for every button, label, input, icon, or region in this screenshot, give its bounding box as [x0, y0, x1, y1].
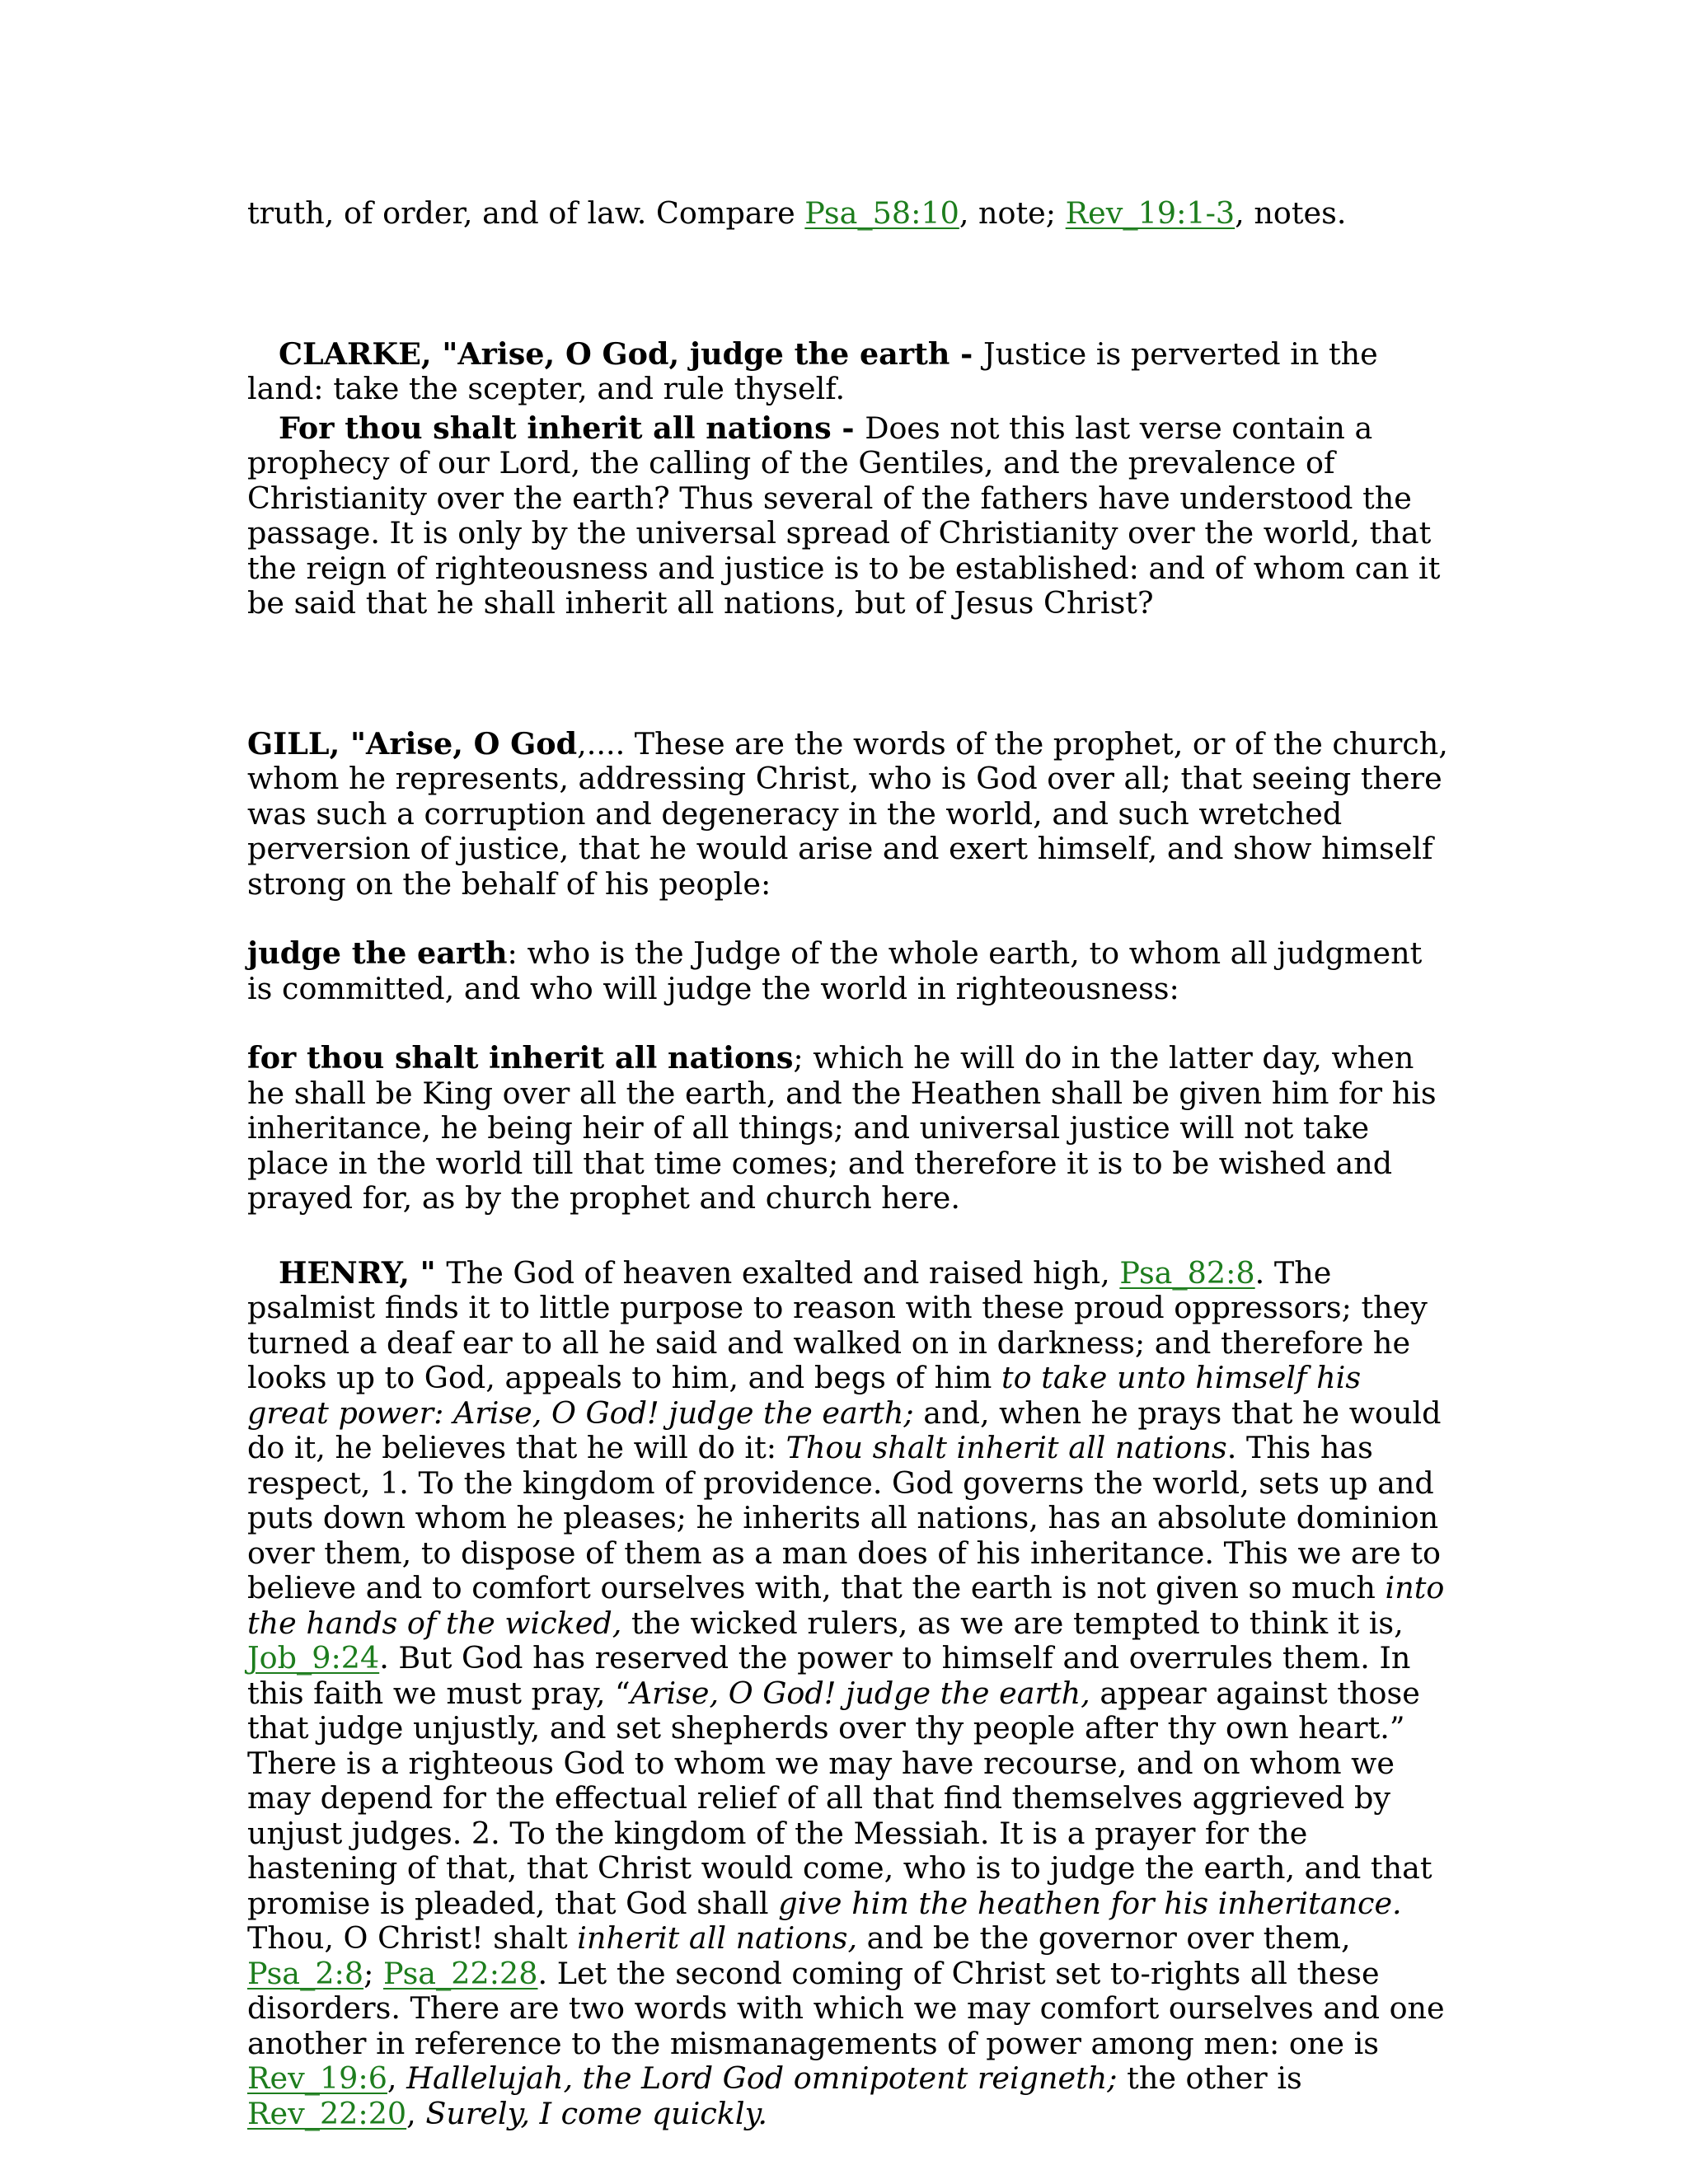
- text-span: and be the governor over them,: [857, 1920, 1351, 1956]
- text-span: . Let the second coming of Christ set to-rights all these disorders. There are two words with which we may comfort ourselves and one another in reference to the mismanagements of power among men: one is: [247, 1955, 1445, 2061]
- gill-commentary-paragraph-2: [247, 936, 1451, 1006]
- text-span: and, when he prays that he would do it, he believes that he will do it:: [247, 1394, 1442, 1465]
- scripture-link[interactable]: Rev_19:1-3: [1065, 195, 1236, 231]
- text-span: the other is: [1117, 2060, 1302, 2096]
- text-span: Justice is perverted in the land: take the scepter, and rule thyself.: [247, 335, 1378, 406]
- italic-span: to take unto himself his great power: Arise, O God! judge the earth;: [247, 1360, 1362, 1431]
- clarke-commentary-paragraph-2: [247, 411, 1451, 621]
- text-span: appear against those that judge unjustly, and set shepherds over thy people after thy own heart.” There is a righteous God to whom we may have recourse, and on whom we may depend for the effectual relief of all that find themselves aggrieved by unjust judges. 2. To the kingdom of the Messiah. It is a prayer for the hastening of that, that Christ would come, who is to judge the earth, and that promise is pleaded, that God shall: [247, 1675, 1432, 1921]
- text-span: . But God has reserved the power to himself and overrules them. In this faith we must pray, “: [247, 1640, 1411, 1711]
- scripture-link[interactable]: Psa_22:28: [382, 1955, 538, 1991]
- text-span: Thou, O Christ! shalt: [247, 1920, 578, 1956]
- gill-subheading: for thou shalt inherit all nations: [247, 1040, 794, 1076]
- scripture-link[interactable]: Psa_82:8: [1119, 1254, 1255, 1291]
- gill-heading: GILL, "Arise, O God: [247, 725, 578, 762]
- italic-span: into the hands of the wicked,: [247, 1570, 1445, 1641]
- scripture-link[interactable]: Rev_22:20: [247, 2095, 407, 2131]
- clarke-heading: CLARKE, "Arise, O God, judge the earth -: [279, 335, 984, 372]
- italic-span: give him the heathen for his inheritance.: [778, 1885, 1402, 1921]
- italic-span: Thou shalt inherit all nations: [785, 1430, 1227, 1465]
- italic-span: Hallelujah, the Lord God omnipotent reigneth;: [406, 2060, 1118, 2096]
- text-span: ; which he will do in the latter day, when he shall be King over all the earth, and the Heathen shall be given him for his inheritance, he being heir of all things; and universal justice will not take place in the world till that time comes; and therefore it is to be wished and prayed for, as by the prophet and church here.: [247, 1040, 1437, 1216]
- clarke-subheading: For thou shalt inherit all nations -: [279, 410, 865, 446]
- scripture-link[interactable]: Rev_19:6: [247, 2060, 387, 2096]
- gill-commentary-paragraph-3: [247, 1041, 1451, 1216]
- italic-span: Surely, I come quickly.: [425, 2095, 767, 2131]
- scripture-link[interactable]: Psa_58:10: [804, 195, 959, 231]
- text-span: : who is the Judge of the whole earth, to whom all judgment is committed, and who will judge the world in righteousness:: [247, 935, 1423, 1006]
- text-span: Does not this last verse contain a prophecy of our Lord, the calling of the Gentiles, and the prevalence of Christianity over the earth? Thus several of the fathers have understood the passage. It is only by the universal spread of Christianity over the world, that the reign of righteousness and justice is to be established: and of whom can it be said that he shall inherit all nations, but of Jesus Christ?: [247, 410, 1441, 621]
- text-span: The God of heaven exalted and raised high,: [446, 1254, 1120, 1291]
- continuation-paragraph: [247, 196, 1451, 232]
- text-span: , note;: [959, 195, 1066, 231]
- gill-commentary-paragraph: [247, 727, 1451, 902]
- henry-heading: HENRY, ": [279, 1254, 447, 1291]
- clarke-commentary-paragraph: [247, 337, 1451, 407]
- gill-subheading: judge the earth: [247, 935, 508, 971]
- text-span: ,: [406, 2095, 426, 2131]
- text-span: . This has respect, 1. To the kingdom of providence. God governs the world, sets up and puts down whom he pleases; he inherits all nations, has an absolute dominion over them, to dispose of them as a man does of his inheritance. This we are to believe and to comfort ourselves with, that the earth is not given so much: [247, 1430, 1441, 1605]
- text-span: ,: [387, 2060, 407, 2096]
- text-span: ;: [363, 1955, 383, 1991]
- scripture-link[interactable]: Job_9:24: [247, 1640, 380, 1675]
- text-span: truth, of order, and of law. Compare: [247, 195, 805, 231]
- text-span: the wicked rulers, as we are tempted to think it is,: [621, 1605, 1404, 1641]
- italic-span: Arise, O God! judge the earth,: [630, 1675, 1090, 1711]
- text-span: ,.... These are the words of the prophet, or of the church, whom he represents, addressing Christ, who is God over all; that seeing there was such a corruption and degeneracy in the world, and such wretched perversion of justice, that he would arise and exert himself, and show himself strong on the behalf of his people:: [247, 725, 1448, 902]
- italic-span: inherit all nations,: [577, 1920, 858, 1956]
- scripture-link[interactable]: Psa_2:8: [247, 1955, 364, 1991]
- text-span: , notes.: [1235, 195, 1347, 231]
- henry-commentary-paragraph: [247, 1256, 1451, 2132]
- text-span: . The psalmist finds it to little purpose to reason with these proud oppressors; they turned a deaf ear to all he said and walked on in darkness; and therefore he looks up to God, appeals to him, and begs of him: [247, 1254, 1428, 1395]
- document-page: [247, 196, 1451, 2131]
